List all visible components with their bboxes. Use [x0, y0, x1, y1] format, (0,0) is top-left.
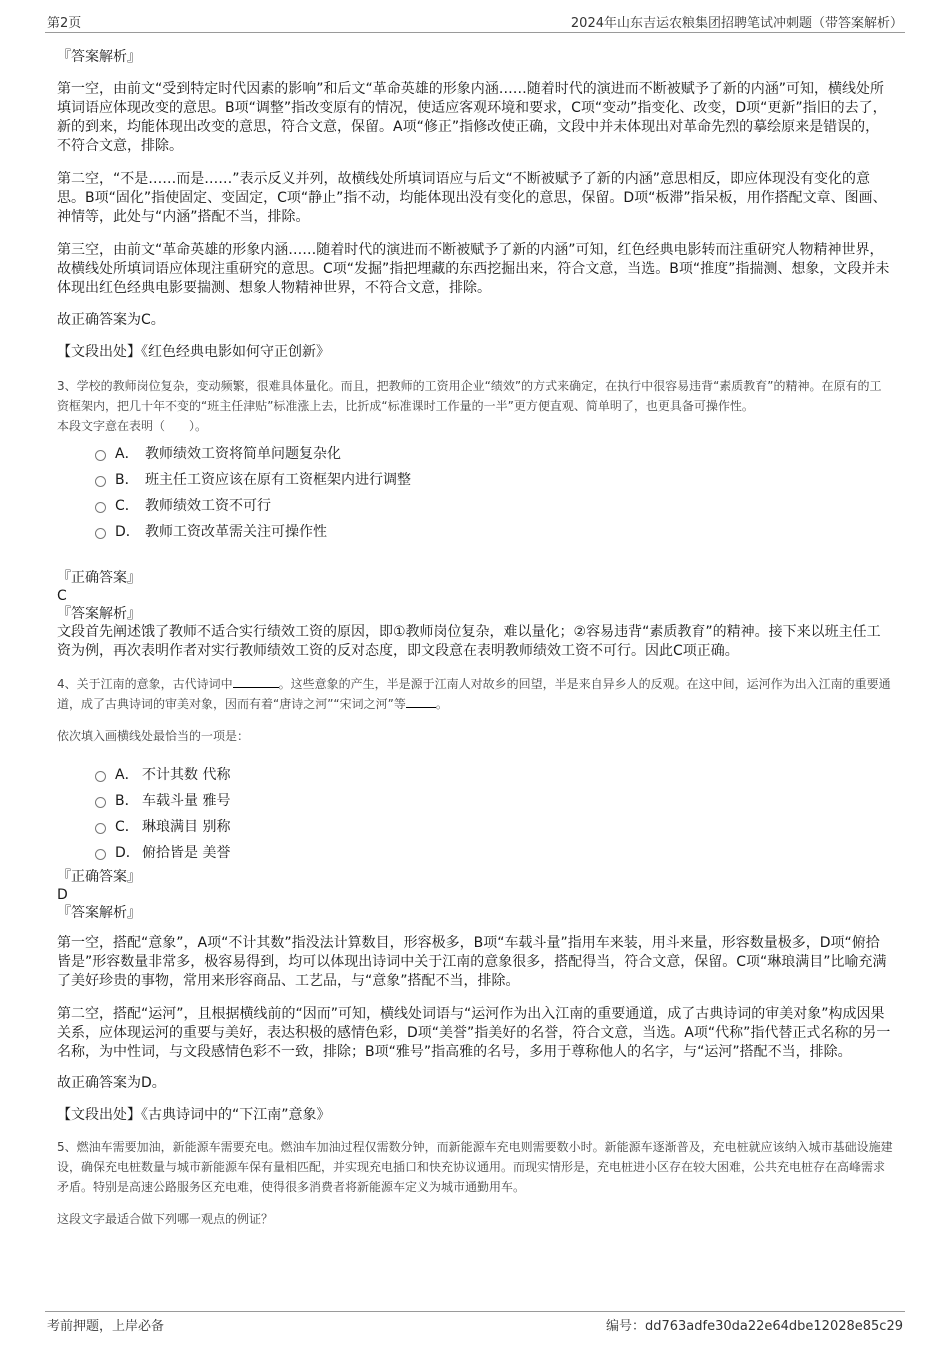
radio-button[interactable] [95, 797, 106, 808]
analysis-paragraph-3: 第三空，由前文“革命英雄的形象内涵……随着时代的演进而不断被赋予了新的内涵”可知，红色经典电影转而注重研究人物精神世界，故横线处所填词语应体现注重研究的意思。C项“发掘”指把埋藏的东西挖掘出来，符合文意，当选。B项“推度”指揣测、想象，文段并未体现出红色经典电影要揣测、想象人物精神世界，不符合文意，排除。 [57, 242, 890, 296]
question-4 [57, 674, 893, 1125]
answer-conclusion: 故正确答案为D。 [57, 1075, 166, 1091]
question-5 [57, 1137, 893, 1229]
option-text: 教师绩效工资不可行 [145, 498, 271, 514]
footer-slogan: 考前押题，上岸必备 [47, 1319, 165, 1334]
analysis-paragraph-2: 第二空，搭配“运河”，且根据横线前的“因而”可知，横线处词语与“运河作为出入江南的重要通道，成了古典诗词的审美对象”构成因果关系，应体现运河的重要与美好，表达积极的感情色彩，D项“美誉”指美好的名誉，符合文意，当选。A项“代称”指代替正式名称的另一名称，为中性词，与文段感情色彩不一致，排除；B项“雅号”指高雅的名号，多用于尊称他人的名字，与“运河”搭配不当，排除。 [57, 1006, 891, 1060]
answer-analysis-label: 『答案解析』 [57, 49, 141, 65]
source-label: 【文段出处】 [57, 1107, 141, 1123]
document-title: 2024年山东吉运农粮集团招聘笔试冲刺题（带答案解析） [570, 16, 903, 31]
page-footer [45, 1311, 905, 1334]
answer-conclusion: 故正确答案为C。 [57, 312, 165, 328]
fill-blank [233, 675, 279, 688]
analysis-paragraph-2: 第二空，“不是……而是……”表示反义并列，故横线处所填词语应与后文“不断被赋予了新的内涵”意思相反，即应体现没有变化的意思。B项“固化”指使固定、变固定，C项“静止”指不动，均能体现出没有变化的意思，保留。D项“板滞”指呆板，用作搭配文章、图画、神情等，此处与“内涵”搭配不当，排除。 [57, 171, 887, 225]
option-letter: A． [115, 767, 139, 783]
question-stem: 4、关于江南的意象，古代诗词中 。这些意象的产生，半是源于江南人对故乡的回望，半是来自异乡人的反观。在这中间，运河作为出入江南的重要通道，成了古典诗词的审美对象，因而有着“唐诗之河”“宋词之河”等 。 [57, 677, 891, 711]
option-text: 不计其数 代称 [142, 767, 231, 783]
radio-button[interactable] [95, 823, 106, 834]
correct-answer: D [57, 887, 68, 903]
correct-answer-label: 『正确答案』 [57, 570, 141, 586]
source-citation [57, 342, 893, 362]
question-prompt: 本段文字意在表明（ ）。 [57, 419, 208, 433]
option-letter: D． [115, 845, 140, 861]
option-letter: B． [115, 793, 139, 809]
option-b[interactable] [95, 467, 893, 493]
option-letter: C． [115, 819, 139, 835]
radio-button[interactable] [95, 476, 106, 487]
option-text: 车载斗量 雅号 [142, 793, 231, 809]
question-stem: 5、燃油车需要加油，新能源车需要充电。燃油车加油过程仅需数分钟，而新能源车充电则需要数小时。新能源车逐渐普及，充电桩就应该纳入城市基础设施建设，确保充电桩数量与城市新能源车保有量相匹配，并实现充电插口和快充协议通用。而现实情形是，充电桩进小区存在较大困难，公共充电桩存在高峰需求矛盾。特别是高速公路服务区充电难，使得很多消费者将新能源车定义为城市通勤用车。 [57, 1140, 893, 1194]
page-header [45, 12, 905, 33]
answer-analysis-label: 『答案解析』 [57, 606, 141, 622]
option-letter: C． [115, 498, 139, 514]
document-body [57, 45, 893, 1229]
question-prompt: 这段文字最适合做下列哪一观点的例证？ [57, 1212, 274, 1226]
option-text: 教师绩效工资将简单问题复杂化 [145, 446, 341, 462]
correct-answer: C [57, 588, 67, 604]
source-title: 《古典诗词中的“下江南”意象》 [141, 1107, 331, 1123]
option-text: 教师工资改革需关注可操作性 [145, 524, 327, 540]
option-list [95, 441, 893, 545]
answer-analysis-label: 『答案解析』 [57, 905, 141, 921]
option-b[interactable] [95, 788, 893, 814]
option-c[interactable] [95, 493, 893, 519]
option-letter: D． [115, 524, 140, 540]
option-c[interactable] [95, 814, 893, 840]
radio-button[interactable] [95, 502, 106, 513]
question-2-analysis [57, 47, 893, 362]
analysis-paragraph-1: 第一空，搭配“意象”，A项“不计其数”指没法计算数目，形容极多，B项“车载斗量”指用车来装，用斗来量，形容数量极多，D项“俯拾皆是”形容数量非常多，极容易得到，均可以体现出诗词中关于江南的意象很多，搭配得当，符合文意，保留。C项“琳琅满目”比喻充满了美好珍贵的事物，常用来形容商品、工艺品，与“意象”搭配不当，排除。 [57, 935, 887, 989]
source-citation [57, 1105, 893, 1125]
option-d[interactable] [95, 840, 893, 866]
correct-answer-label: 『正确答案』 [57, 869, 141, 885]
option-letter: B． [115, 472, 139, 488]
fill-blank [406, 695, 436, 708]
question-stem: 3、学校的教师岗位复杂，变动频繁，很难具体量化。而且，把教师的工资用企业“绩效”的方式来确定，在执行中很容易违背“素质教育”的精神。在原有的工资框架内，把几十年不变的“班主任津贴”标准涨上去，比折成“标准课时工作量的一半”更方便直观、简单明了，也更具备可操作性。 [57, 379, 882, 413]
question-3 [57, 376, 893, 661]
page-number: 第2页 [47, 16, 82, 31]
source-title: 《红色经典电影如何守正创新》 [141, 344, 330, 360]
option-letter: A． [115, 446, 139, 462]
radio-button[interactable] [95, 528, 106, 539]
radio-button[interactable] [95, 450, 106, 461]
radio-button[interactable] [95, 849, 106, 860]
question-prompt: 依次填入画横线处最恰当的一项是： [57, 729, 250, 743]
answer-analysis: 文段首先阐述饿了教师不适合实行绩效工资的原因，即①教师岗位复杂，难以量化；②容易违背“素质教育”的精神。接下来以班主任工资为例，再次表明作者对实行教师绩效工资的反对态度，即文段意在表明教师绩效工资不可行。因此C项正确。 [57, 624, 881, 659]
analysis-paragraph-1: 第一空，由前文“受到特定时代因素的影响”和后文“革命英雄的形象内涵……随着时代的演进而不断被赋予了新的内涵”可知，横线处所填词语应体现改变的意思。B项“调整”指改变原有的情况，使适应客观环境和要求，C项“变动”指变化、改变，D项“更新”指旧的去了，新的到来，均能体现出改变的意思，符合文意，保留。A项“修正”指修改使正确，文段中并未体现出对革命先烈的摹绘原来是错误的，不符合文意，排除。 [57, 81, 887, 154]
option-a[interactable] [95, 441, 893, 467]
option-text: 俯拾皆是 美誉 [142, 845, 231, 861]
option-list [95, 762, 893, 866]
document-id: 编号：dd763adfe30da22e64dbe12028e85c29 [605, 1319, 903, 1334]
option-d[interactable] [95, 519, 893, 545]
option-a[interactable] [95, 762, 893, 788]
option-text: 琳琅满目 别称 [142, 819, 231, 835]
source-label: 【文段出处】 [57, 344, 141, 360]
option-text: 班主任工资应该在原有工资框架内进行调整 [145, 472, 411, 488]
radio-button[interactable] [95, 771, 106, 782]
